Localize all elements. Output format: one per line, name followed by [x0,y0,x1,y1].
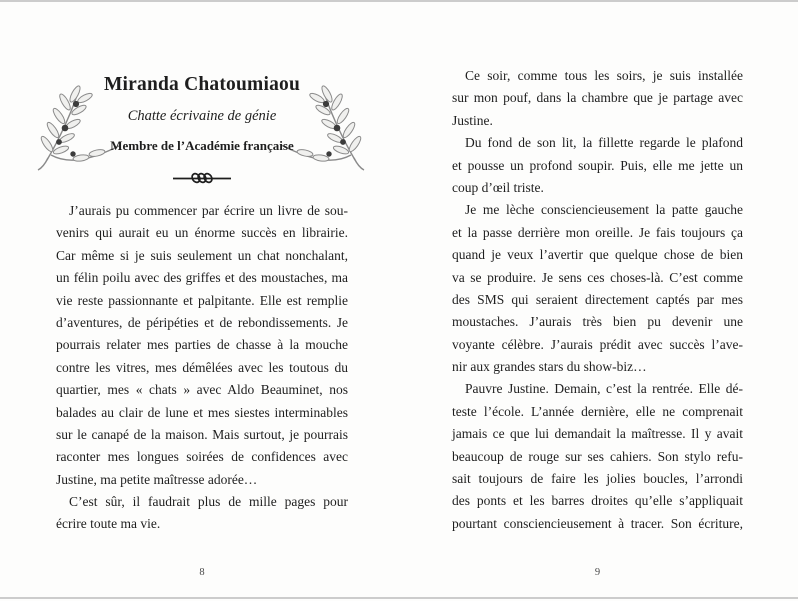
text-line: des ponts et les barres droites qu’elle s’appliquait [452,493,743,509]
text-line: et la passe derrière mon oreille. Je fais toujours ça [452,224,743,240]
text-line: venirs qui aurait eu un énorme succès en librairie. [56,225,348,241]
text-line: quand je veux l’avertir que quelque chose de bien [452,247,743,263]
text-line: vie reste passionnante et palpitante. Elle est remplie [56,292,348,308]
text-line: pourtant consciencieusement à tracer. Son écriture, [452,515,743,531]
text-line: des SMS qui seraient directement captés par mes [452,291,743,307]
text-line: moustaches. J’aurais très bien pu devenir une [452,314,743,330]
text-line: va se produire. Je sens ces choses-là. C’est comme [452,269,743,285]
author-membership: Membre de l’Académie française [110,138,294,153]
text-line: écrire toute ma vie. [56,516,161,532]
text-line: un félin poilu avec des griffes et des moustaches, ma [56,270,348,286]
text-line: contre les vitres, mes démêlées avec les toutous du [56,359,348,375]
text-line: Ce soir, comme tous les soirs, je suis installée [465,68,743,83]
text-line: Pauvre Justine. Demain, c’est la rentrée. Elle dé- [465,381,743,397]
text-line: Justine. [452,112,493,128]
chapter-divider [56,171,348,189]
text-line: C’est sûr, il faudrait plus de mille pages pour [69,494,348,510]
text-line: d’aventures, de péripéties et de rebondissements. Je [56,314,348,330]
text-line: Du fond de son lit, la fillette regarde le plafond [465,135,743,151]
text-line: coup d’œil triste. [452,179,544,195]
text-line: teste l’école. L’année dernière, elle ne comprenait [452,403,743,419]
text-line: nir aux grandes stars du show-biz… [452,359,647,375]
text-line: pourrais relater mes parties de chasse à la mouche [56,337,348,353]
text-line: Je me lèche consciencieusement la patte gauche [465,202,743,218]
olive-branch-icon [281,84,367,182]
author-subtitle: Chatte écrivaine de génie [127,108,277,124]
text-line: balades au clair de lune et mes siestes interminables [56,404,348,420]
text-line: Justine, ma petite maîtresse adorée… [56,471,258,487]
olive-branch-icon [35,84,121,182]
text-line: sait toujours de faire les jolies boucles, l’arrondi [452,471,743,487]
text-line: quartier, mes « chats » avec Aldo Beauminet, nos [56,382,348,398]
page-top-edge [0,0,798,2]
author-name: Miranda Chatoumiaou [103,74,301,95]
page-right-text [452,65,743,535]
text-line: raconter mes longues soirées de confidences avec [56,449,348,465]
page-number-right: 9 [594,567,601,578]
text-line: J’aurais pu commencer par écrire un livre de sou- [69,203,348,218]
squiggle-divider-icon [173,171,231,185]
page-number-left: 8 [199,567,205,578]
page-bottom-edge [0,597,798,599]
text-line: sur mon pouf, dans la chambre que je partage avec [452,90,743,106]
text-line: et pousse un profond soupir. Puis, elle me jette un [452,157,743,173]
text-line: jamais ce que lui demandait la maîtresse. Il y avait [452,426,743,442]
text-line: sur le canapé de la maison. Mais surtout, je pourrais [56,426,348,442]
text-line: beaucoup de rouge sur ses cahiers. Son stylo refu- [452,448,743,464]
text-line: voyante célèbre. J’aurais prédit avec succès l’ave- [452,336,743,352]
page-left-text [56,200,348,536]
text-line: Car même si je suis seulement un chat nonchalant, [56,247,348,263]
